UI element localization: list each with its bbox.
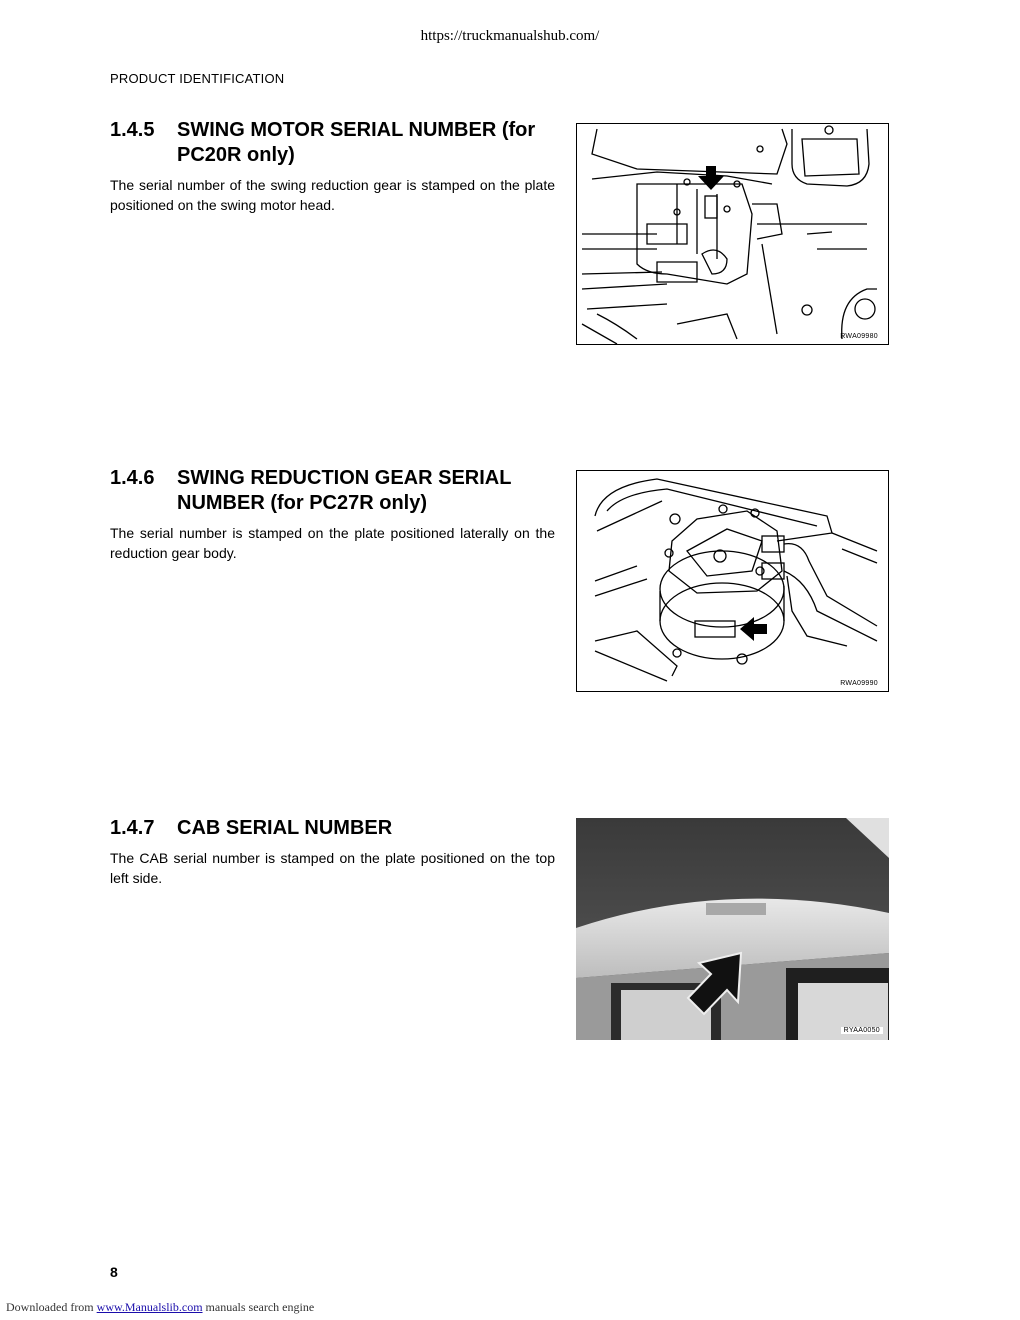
figure-code: RYAA0050 <box>841 1027 883 1034</box>
section-title: CAB SERIAL NUMBER <box>177 817 393 839</box>
section-swing-motor <box>110 118 560 215</box>
section-heading <box>110 466 560 516</box>
cab-photo-drawing <box>576 818 889 1040</box>
swing-motor-drawing <box>577 124 889 345</box>
footer <box>6 1300 314 1315</box>
section-heading <box>110 816 560 841</box>
swing-motor-figure <box>576 123 889 345</box>
footer-link[interactable]: www.Manualslib.com <box>96 1300 203 1314</box>
section-number: 1.4.6 <box>110 467 155 489</box>
section-body: The serial number of the swing reduction gear is stamped on the plate positioned on the swing motor head. <box>110 177 555 213</box>
footer-suffix: manuals search engine <box>205 1300 315 1314</box>
figure-code: RWA09990 <box>840 680 878 687</box>
footer-prefix: Downloaded from <box>6 1300 94 1314</box>
cab-photo <box>576 818 889 1040</box>
section-heading <box>110 118 560 168</box>
top-url[interactable]: https://truckmanualshub.com/ <box>420 28 600 44</box>
section-body: The CAB serial number is stamped on the plate positioned on the top left side. <box>110 850 555 886</box>
arrow-down-icon <box>698 166 724 190</box>
figure-code: RWA09980 <box>840 333 878 340</box>
section-number: 1.4.7 <box>110 817 155 839</box>
section-cab <box>110 816 560 888</box>
arrow-left-icon <box>740 617 767 641</box>
swing-reduction-gear-drawing <box>577 471 889 692</box>
running-header: PRODUCT IDENTIFICATION <box>110 71 285 86</box>
page-number: 8 <box>110 1264 118 1280</box>
section-number: 1.4.5 <box>110 119 155 141</box>
section-swing-reduction-gear <box>110 466 560 563</box>
section-title: SWING REDUCTION GEAR SERIAL NUMBER (for PC27R only) <box>177 467 512 514</box>
section-body: The serial number is stamped on the plate positioned laterally on the reduction gear body. <box>110 525 555 561</box>
swing-reduction-gear-figure <box>576 470 889 692</box>
section-title: SWING MOTOR SERIAL NUMBER (for PC20R only) <box>177 119 536 166</box>
